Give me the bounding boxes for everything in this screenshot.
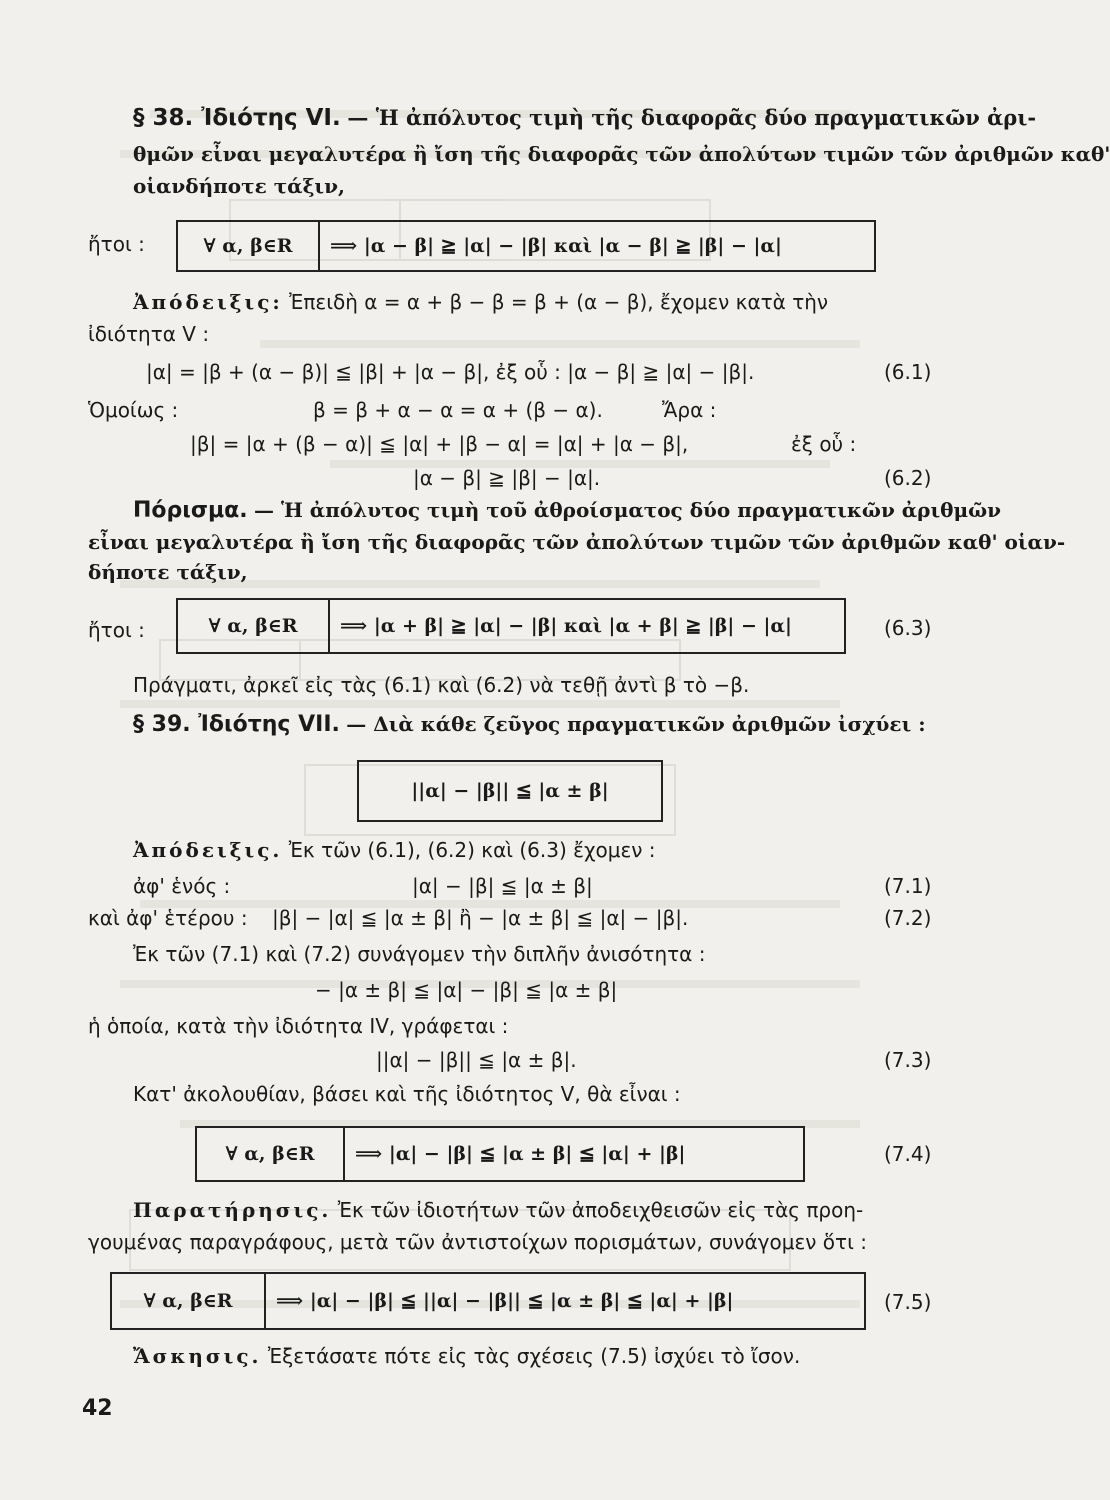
eq-6-1-number: (6.1) (884, 360, 932, 384)
box-7-4-quantifier: ∀ α, β∈R (197, 1128, 345, 1180)
section-39-text: — Διὰ κάθε ζεῦγος πραγματικῶν ἀριθμῶν ἰσχύει : (346, 712, 926, 736)
proof-1-line-1 (133, 290, 828, 314)
exercise-text: Ἐξετάσατε πότε εἰς τὰς σχέσεις (7.5) ἰσχύει τὸ ἴσον. (267, 1344, 801, 1368)
eq-7-3-number: (7.3) (884, 1048, 932, 1072)
remark-text-1: Ἐκ τῶν ἰδιοτήτων τῶν ἀποδειχθεισῶν εἰς τὰς προη- (337, 1198, 864, 1222)
itoi-label-2: ἤτοι : (88, 618, 145, 642)
eq-7-2: |β| − |α| ≦ |α ± β| ἢ − |α ± β| ≦ |α| − |β|. (272, 906, 689, 930)
formula-box-7 (357, 760, 663, 822)
exercise-label: Ἄσκησις. (133, 1344, 262, 1368)
section-38-line-1 (133, 105, 1036, 131)
formula-box-6-3 (176, 598, 846, 654)
omoios-equation: β = β + α − α = α + (β − α). (313, 398, 603, 422)
ex-ou-label: ἐξ οὗ : (791, 432, 857, 456)
formula-box-7-4 (195, 1126, 805, 1182)
eq-6-2-number: (6.2) (884, 466, 932, 490)
corollary-justification: Πράγματι, ἀρκεῖ εἰς τὰς (6.1) καὶ (6.2) νὰ τεθῇ ἀντὶ β τὸ −β. (133, 673, 750, 697)
box-6-3-inequalities: ⟹ |α + β| ≧ |α| − |β| καὶ |α + β| ≧ |β| − |α| (340, 615, 792, 637)
eq-6-2-part-a: |β| = |α + (β − α)| ≦ |α| + |β − α| = |α| + |α − β|, (190, 432, 689, 456)
corollary-text-2: εἶναι μεγαλυτέρα ἢ ἴση τῆς διαφορᾶς τῶν ἀπολύτων τιμῶν τῶν ἀριθμῶν καθ' οἱαν- (88, 530, 1066, 554)
formula-box-6 (176, 220, 876, 272)
eq-6-1: |α| = |β + (α − β)| ≦ |β| + |α − β|, ἐξ οὗ : |α − β| ≧ |α| − |β|. (146, 360, 755, 384)
eq-7-4-number: (7.4) (884, 1142, 932, 1166)
box-6-quantifier: ∀ α, β∈R (178, 222, 320, 270)
double-inequality: − |α ± β| ≦ |α| − |β| ≦ |α ± β| (315, 978, 618, 1002)
proof-2-line-1 (133, 838, 656, 862)
remark-line-1 (133, 1198, 863, 1222)
proof-1-text-2: ἰδιότητα V : (88, 322, 210, 346)
box-6-inequalities: ⟹ |α − β| ≧ |α| − |β| καὶ |α − β| ≧ |β| − |α| (330, 235, 782, 257)
corollary-label: Πόρισμα. (133, 498, 248, 523)
corollary-text-3: δήποτε τάξιν, (88, 560, 248, 584)
section-38-text-1: — Ἡ ἀπόλυτος τιμὴ τῆς διαφορᾶς δύο πραγματικῶν ἀρι- (347, 105, 1037, 130)
section-39-line (133, 712, 926, 737)
section-38-heading: § 38. Ἰδιότης VI. (133, 105, 341, 131)
formula-box-7-5 (110, 1272, 866, 1330)
eq-6-3-number: (6.3) (884, 616, 932, 640)
section-38-text-2: θμῶν εἶναι μεγαλυτέρα ἢ ἴση τῆς διαφορᾶς τῶν ἀπολύτων τιμῶν τῶν ἀριθμῶν καθ' (133, 142, 1110, 166)
box-6-3-quantifier: ∀ α, β∈R (178, 600, 330, 652)
eq-7-5-number: (7.5) (884, 1290, 932, 1314)
proof-1-label: Ἀπόδειξις: (133, 290, 283, 314)
itoi-label-1: ἤτοι : (88, 232, 145, 256)
af-enos-label: ἀφ' ἑνός : (133, 874, 231, 898)
eq-7-2-number: (7.2) (884, 906, 932, 930)
eq-7-1-number: (7.1) (884, 874, 932, 898)
omoios-label: Ὁμοίως : (88, 398, 179, 422)
section-38-text-3: οἱανδήποτε τάξιν, (133, 174, 345, 198)
corollary-line-1 (133, 498, 1001, 523)
corollary-text-1: — Ἡ ἀπόλυτος τιμὴ τοῦ ἀθροίσματος δύο πραγματικῶν ἀριθμῶν (254, 498, 1002, 522)
remark-label: Παρατήρησις. (133, 1198, 332, 1222)
eq-6-2-part-b: |α − β| ≧ |β| − |α|. (413, 466, 601, 490)
page-number: 42 (82, 1396, 113, 1421)
proof-2-text-1: Ἐκ τῶν (6.1), (6.2) καὶ (6.3) ἔχομεν : (288, 838, 656, 862)
proof-2-label: Ἀπόδειξις. (133, 838, 283, 862)
section-39-heading: § 39. Ἰδιότης VII. (133, 712, 340, 737)
ara-label: Ἄρα : (662, 398, 717, 422)
eq-7-1: |α| − |β| ≦ |α ± β| (412, 874, 593, 898)
proof-1-text-1: Ἐπειδὴ α = α + β − β = β + (α − β), ἔχομεν κατὰ τὴν (289, 290, 829, 314)
box-7-5-inequalities: ⟹ |α| − |β| ≦ ||α| − |β|| ≦ |α ± β| ≦ |α| + |β| (276, 1290, 734, 1312)
exercise-line (133, 1344, 800, 1368)
box-7-4-inequalities: ⟹ |α| − |β| ≦ |α ± β| ≦ |α| + |β| (355, 1143, 686, 1165)
box-7-5-quantifier: ∀ α, β∈R (112, 1274, 266, 1328)
box-7-inequality: ||α| − |β|| ≦ |α ± β| (411, 780, 609, 802)
kai-af-eterou-label: καὶ ἀφ' ἑτέρου : (88, 906, 248, 930)
remark-text-2: γουμένας παραγράφους, μετὰ τῶν ἀντιστοίχων πορισμάτων, συνάγομεν ὅτι : (88, 1230, 867, 1254)
proof-2-text-3: ἡ ὁποία, κατὰ τὴν ἰδιότητα IV, γράφεται : (88, 1014, 509, 1038)
proof-2-text-4: Κατ' ἀκολουθίαν, βάσει καὶ τῆς ἰδιότητος V, θὰ εἶναι : (133, 1082, 681, 1106)
proof-2-text-2: Ἐκ τῶν (7.1) καὶ (7.2) συνάγομεν τὴν διπλῆν ἀνισότητα : (133, 942, 706, 966)
eq-7-3: ||α| − |β|| ≦ |α ± β|. (376, 1048, 577, 1072)
